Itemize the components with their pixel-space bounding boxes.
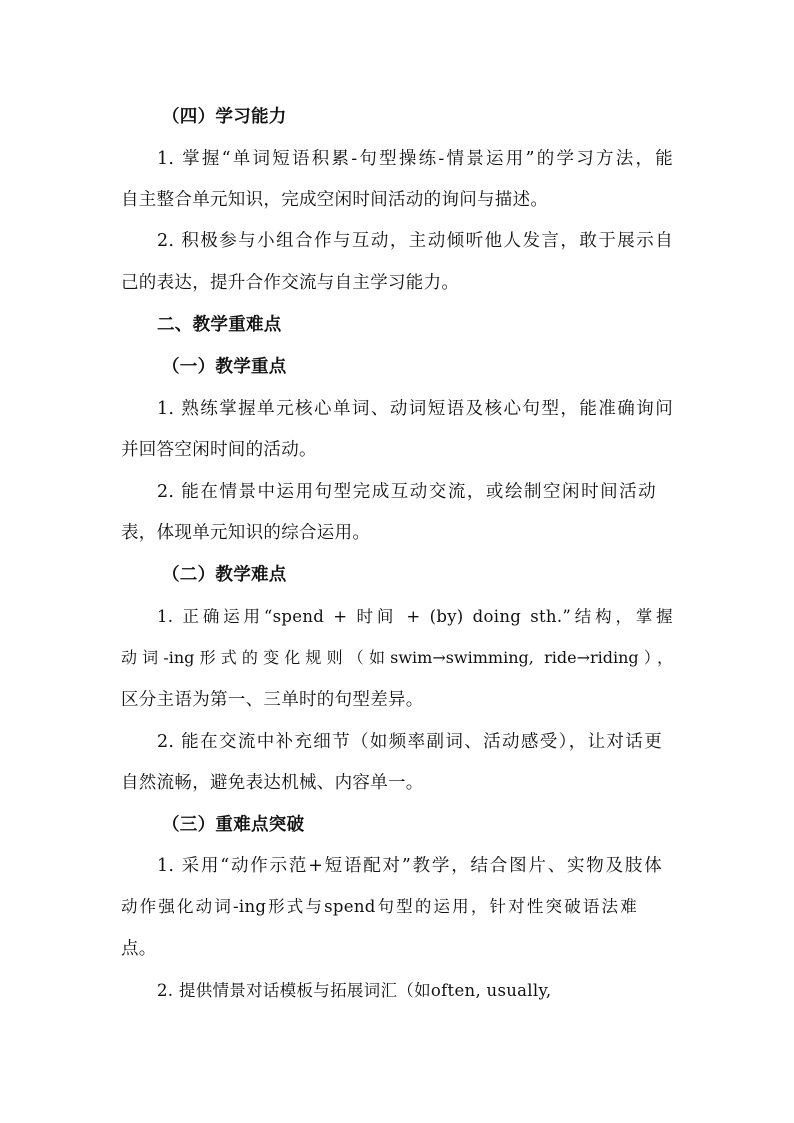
paragraph-line: 自然流畅，避免表达机械、内容单一。 [121, 773, 424, 793]
paragraph-line: 动作强化动词-ing形式与spend句型的运用，针对性突破语法难 [121, 897, 637, 916]
section-heading-teaching-difficulty: （二）教学难点 [162, 565, 287, 585]
paragraph-line: 1. 采用“动作示范+短语配对”教学，结合图片、实物及肢体 [157, 856, 662, 876]
paragraph-line: 1. 正确运用“spend + 时间 + (by) doing sth.”结构，掌握 [157, 607, 673, 626]
paragraph-line: 己的表达，提升合作交流与自主学习能力。 [121, 273, 460, 293]
section-heading-teaching-focus: （一）教学重点 [162, 357, 287, 377]
paragraph-line: 动词-ing形式的变化规则（如swim→swimming, ride→riding）， [121, 648, 673, 667]
paragraph-line: 区分主语为第一、三单时的句型差异。 [121, 690, 424, 710]
paragraph-line: 2. 能在情景中运用句型完成互动交流，或绘制空闲时间活动 [157, 482, 656, 502]
section-heading-breakthrough: （三）重难点突破 [162, 815, 305, 835]
paragraph-line: 自主整合单元知识，完成空闲时间活动的询问与描述。 [121, 190, 549, 210]
paragraph-line: 表，体现单元知识的综合运用。 [121, 523, 371, 543]
paragraph-line: 2. 积极参与小组合作与互动，主动倾听他人发言，敢于展示自 [157, 231, 673, 251]
chapter-heading-key-difficult-points: 二、教学重难点 [157, 315, 282, 335]
paragraph-line: 1. 掌握“单词短语积累-句型操练-情景运用”的学习方法，能 [157, 149, 673, 169]
paragraph-line: 点。 [121, 939, 157, 959]
paragraph-line: 2. 能在交流中补充细节（如频率副词、活动感受），让对话更 [157, 732, 662, 752]
paragraph-line: 2. 提供情景对话模板与拓展词汇（如often, usually, [157, 981, 552, 1000]
paragraph-line: 并回答空闲时间的活动。 [121, 440, 317, 460]
section-heading-learning-ability: （四）学习能力 [162, 107, 287, 127]
paragraph-line: 1. 熟练掌握单元核心单词、动词短语及核心句型，能准确询问 [157, 399, 673, 419]
